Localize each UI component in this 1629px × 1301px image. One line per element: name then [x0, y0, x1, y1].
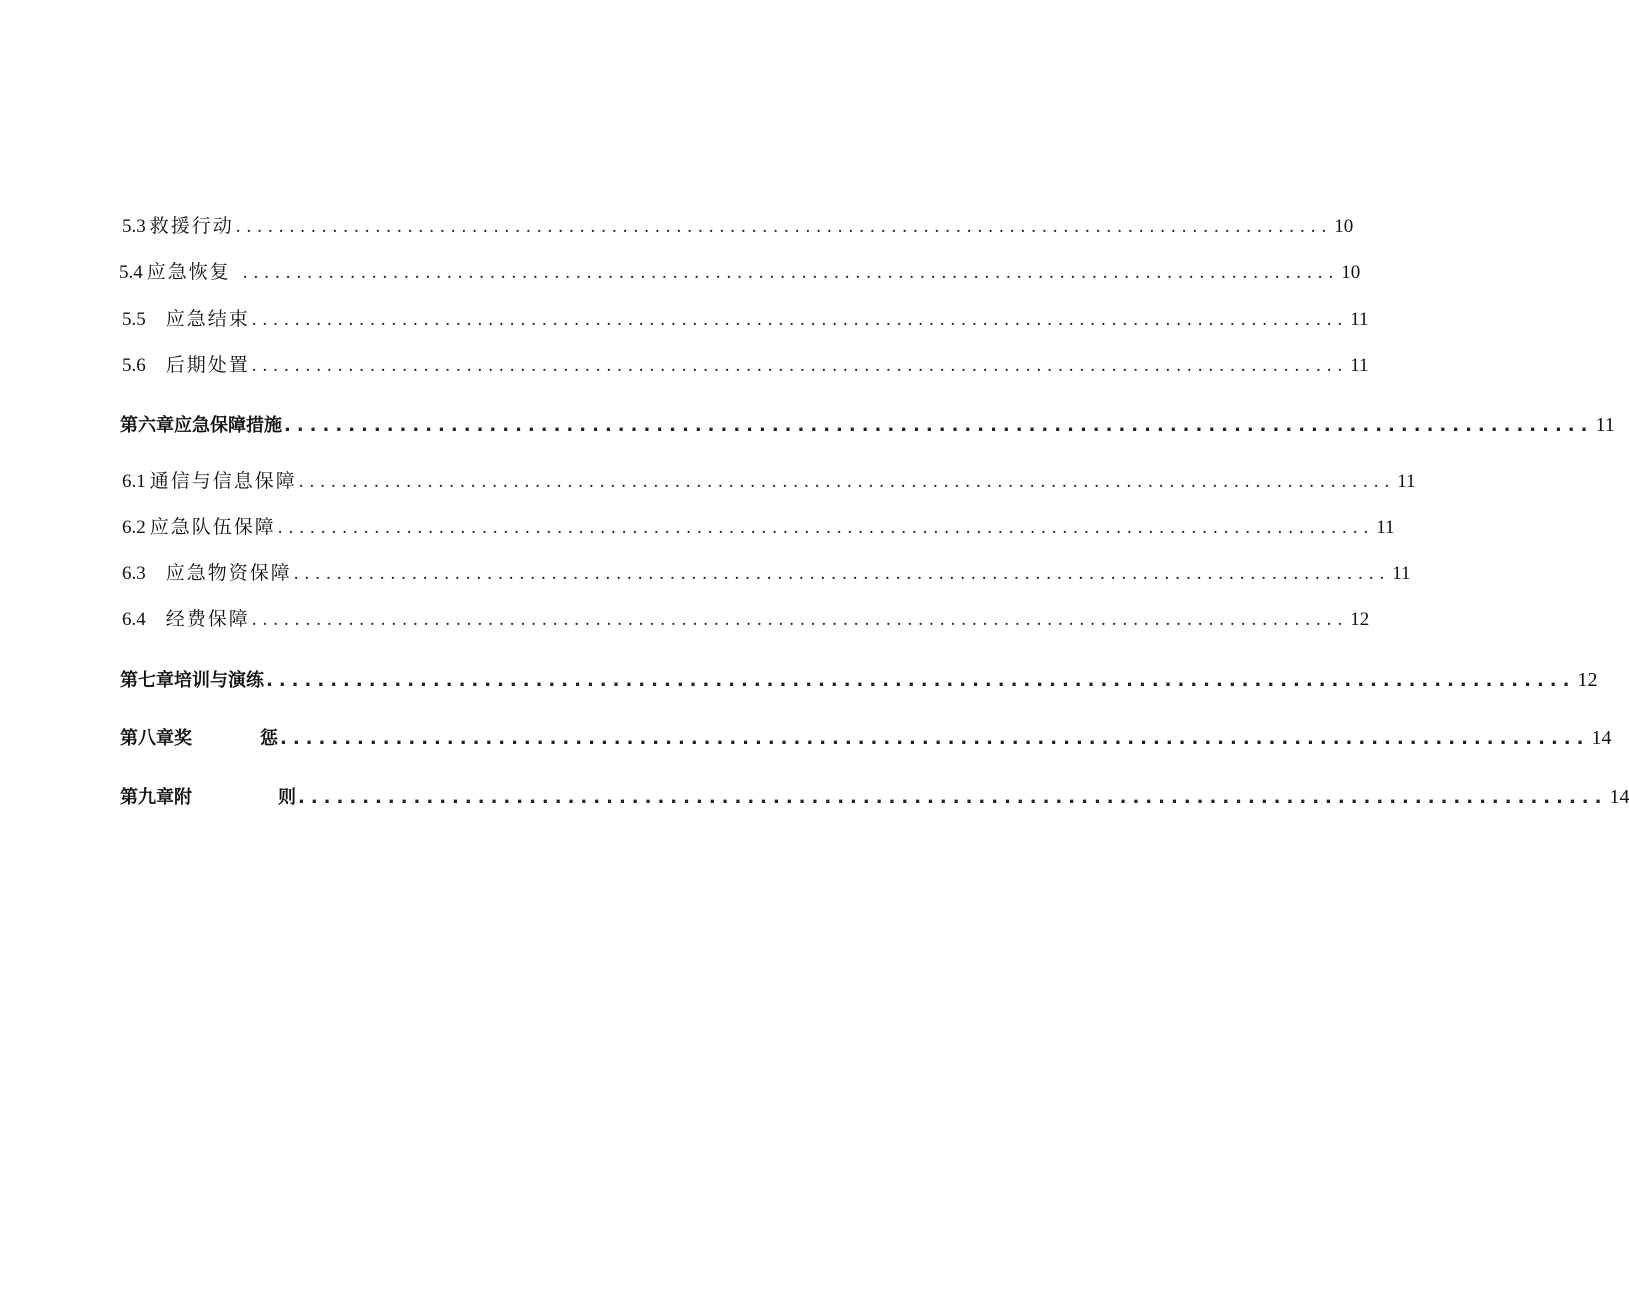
section-number: 6.1 — [122, 471, 146, 492]
section-title: 应急恢复 — [146, 262, 231, 283]
chapter-title: 第八章奖 — [120, 728, 192, 749]
section-number: 6.3 — [122, 563, 146, 584]
chapter-title-end: 则 — [278, 787, 296, 808]
section-number: 5.5 — [122, 309, 146, 330]
section-number: 5.4 — [119, 262, 143, 283]
toc-entry-5-3[interactable] — [122, 213, 1354, 241]
section-title: 通信与信息保障 — [149, 471, 297, 492]
dot-leader: ...................................................................................................... — [298, 787, 1608, 808]
toc-chapter-9[interactable] — [120, 783, 1629, 811]
page-number: 10 — [1334, 216, 1354, 237]
dot-leader: ...................................................................................................... — [266, 670, 1576, 691]
section-title: 经费保障 — [165, 609, 250, 630]
toc-entry-6-4[interactable] — [122, 606, 1370, 634]
dot-leader: ...................................................................................................... — [284, 415, 1594, 436]
toc-chapter-7[interactable] — [120, 666, 1598, 694]
section-number: 5.6 — [122, 355, 146, 376]
page-number: 14 — [1591, 727, 1612, 749]
page-number: 11 — [1397, 471, 1416, 492]
dot-leader: ...................................................................................................... — [251, 309, 1349, 330]
section-title: 救援行动 — [149, 216, 234, 237]
toc-chapter-8[interactable] — [120, 724, 1612, 752]
section-number: 6.4 — [122, 609, 146, 630]
page-number: 10 — [1341, 262, 1361, 283]
toc-entry-5-4[interactable] — [119, 259, 1361, 287]
dot-leader: ...................................................................................................... — [235, 216, 1333, 237]
section-title: 应急物资保障 — [165, 563, 292, 584]
page-number: 11 — [1392, 563, 1411, 584]
chapter-title: 第六章应急保障措施 — [120, 415, 282, 436]
page-number: 11 — [1595, 414, 1615, 436]
dot-leader: ...................................................................................................... — [280, 728, 1590, 749]
dot-leader: ...................................................................................................... — [242, 262, 1340, 283]
toc-entry-5-6[interactable] — [122, 352, 1369, 380]
page-number: 12 — [1577, 669, 1598, 691]
page-number: 14 — [1609, 786, 1629, 808]
page-number: 11 — [1350, 309, 1369, 330]
dot-leader: ...................................................................................................... — [251, 355, 1349, 376]
section-title: 应急队伍保障 — [149, 517, 276, 538]
toc-entry-5-5[interactable] — [122, 306, 1369, 334]
chapter-title-end: 惩 — [260, 728, 278, 749]
toc-chapter-6[interactable] — [120, 411, 1615, 439]
toc-entry-6-2[interactable] — [122, 514, 1395, 542]
section-title: 后期处置 — [165, 355, 250, 376]
chapter-title: 第九章附 — [120, 787, 192, 808]
section-number: 6.2 — [122, 517, 146, 538]
page-number: 11 — [1376, 517, 1395, 538]
toc-entry-6-3[interactable] — [122, 560, 1411, 588]
toc-entry-6-1[interactable] — [122, 468, 1416, 496]
section-number: 5.3 — [122, 216, 146, 237]
dot-leader: ...................................................................................................... — [293, 563, 1391, 584]
chapter-title: 第七章培训与演练 — [120, 670, 264, 691]
section-title: 应急结束 — [165, 309, 250, 330]
page-number: 11 — [1350, 355, 1369, 376]
dot-leader: ...................................................................................................... — [298, 471, 1396, 492]
page-number: 12 — [1350, 609, 1370, 630]
dot-leader: ...................................................................................................... — [251, 609, 1349, 630]
dot-leader: ...................................................................................................... — [277, 517, 1375, 538]
